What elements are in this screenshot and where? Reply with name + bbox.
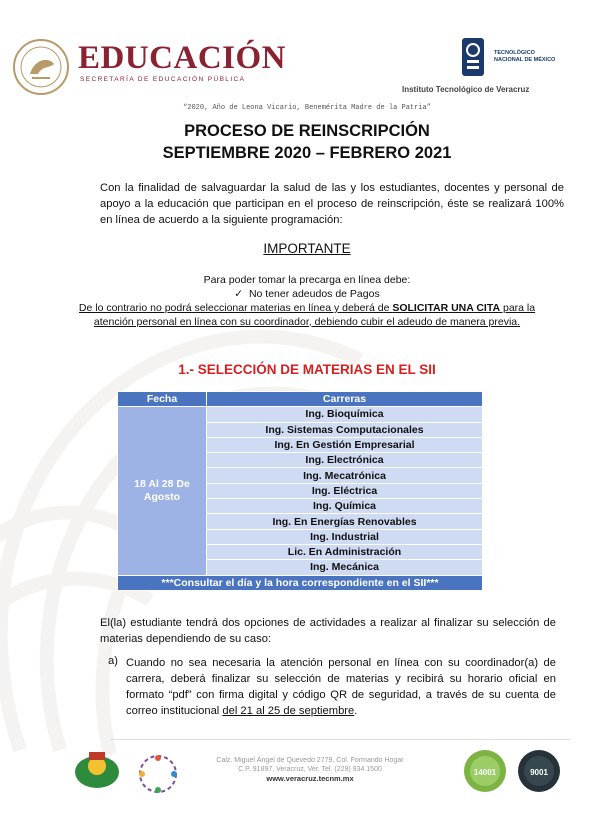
item-a-marker: a) (108, 655, 118, 667)
carrera-cell: Ing. Sistemas Computacionales (207, 422, 483, 437)
checkmark-icon: ✓ (234, 288, 244, 300)
mexico-seal-logo (12, 38, 70, 96)
requirement-text: No tener adeudos de Pagos (248, 288, 380, 300)
column-header-fecha: Fecha (118, 392, 207, 407)
warning-text (70, 302, 544, 329)
tecnm-wordmark (494, 50, 555, 64)
carrera-cell: Ing. En Energías Renovables (207, 514, 483, 529)
table-footer-row (118, 575, 483, 590)
carrera-cell: Ing. Mecatrónica (207, 468, 483, 483)
school-emblem-logo (70, 750, 124, 790)
carrera-cell: Ing. Bioquímica (207, 407, 483, 422)
intro-paragraph: Con la finalidad de salvaguardar la salud de las y los estudiantes, docentes y personal de apoyo a la educación que participan en el proceso de reinscripción, éste se realizará 100% en línea de acuerdo a la siguiente programación: (100, 182, 564, 226)
document-title-line2: SEPTIEMBRE 2020 – FEBRERO 2021 (162, 144, 452, 162)
fecha-cell: 18 Al 28 De Agosto (118, 407, 207, 575)
education-brand-subtitle: SECRETARÍA DE EDUCACIÓN PÚBLICA (80, 76, 246, 83)
address-line1: Calz. Miguel Ángel de Quevedo 2779, Col. Formando Hogar (216, 757, 404, 764)
iso-14001-badge (462, 748, 508, 794)
precarga-requirement: Para poder tomar la precarga en línea debe: (203, 274, 411, 286)
footer-website-link[interactable]: www.veracruz.tecnm.mx (266, 774, 354, 783)
footer-divider (110, 739, 570, 740)
address-line2: C.P. 91897, Veracruz, Ver. Tel. (229) 934 1500 (238, 766, 382, 773)
requirement-item (0, 288, 614, 300)
iso-14001-icon (462, 748, 508, 794)
warning-request-appointment: SOLICITAR UNA CITA (392, 302, 501, 314)
tecnm-line2: NACIONAL DE MÉXICO (494, 57, 556, 63)
options-paragraph: El(la) estudiante tendrá dos opciones de actividades a realizar al finalizar su selección de materias dependiendo de su caso: (100, 617, 556, 645)
tecnm-logo (456, 36, 490, 78)
item-a-text (126, 655, 556, 719)
table-row (118, 407, 483, 422)
warning-part2: para la atención personal en línea con su coordinador, debiendo cubir el adeudo de manera previa. (93, 302, 536, 328)
institute-name: Instituto Tecnológico de Veracruz (402, 85, 530, 94)
important-heading: IMPORTANTE (263, 241, 351, 256)
iso-9001-label: 9001 (530, 768, 548, 777)
education-brand-title: EDUCACIÓN (78, 40, 287, 76)
table-header-row (118, 392, 483, 407)
iso-14001-label: 14001 (473, 768, 497, 777)
iso-9001-icon (516, 748, 562, 794)
column-header-carreras: Carreras (207, 392, 483, 407)
carrera-cell: Ing. En Gestión Empresarial (207, 437, 483, 452)
section1-heading: 1.- SELECCIÓN DE MATERIAS EN EL SII (178, 362, 436, 377)
iso-9001-badge (516, 748, 562, 794)
carrera-cell: Ing. Química (207, 499, 483, 514)
tecnm-line1: TECNOLÓGICO (494, 50, 535, 56)
item-a-dates: del 21 al 25 de septiembre (222, 705, 355, 717)
footer-address (180, 756, 440, 774)
carrera-cell: Ing. Electrónica (207, 453, 483, 468)
carrera-cell: Ing. Mecánica (207, 560, 483, 575)
document-title-line1: PROCESO DE REINSCRIPCIÓN (184, 122, 430, 140)
community-circle-logo (136, 752, 180, 796)
carrera-cell: Ing. Industrial (207, 529, 483, 544)
item-a-end: . (354, 705, 358, 717)
year-motto: “2020, Año de Leona Vicario, Benemérita Madre de la Patria” (183, 104, 431, 112)
carrera-cell: Lic. En Administración (207, 544, 483, 559)
item-a-body: Cuando no sea necesaria la atención personal en línea con su coordinador(a) de carrera, deberá finalizar su selección de materias y recibirá su horario oficial en formato “pdf” con firma digital y código QR de seguridad, a través de su cuenta de correo institucional (126, 657, 556, 717)
carrera-cell: Ing. Eléctrica (207, 483, 483, 498)
warning-part1: De lo contrario no podrá seleccionar materias en línea y deberá de (78, 302, 393, 314)
schedule-table (117, 391, 483, 591)
table-footer-note: ***Consultar el día y la hora correspondiente en el SII*** (118, 575, 483, 590)
